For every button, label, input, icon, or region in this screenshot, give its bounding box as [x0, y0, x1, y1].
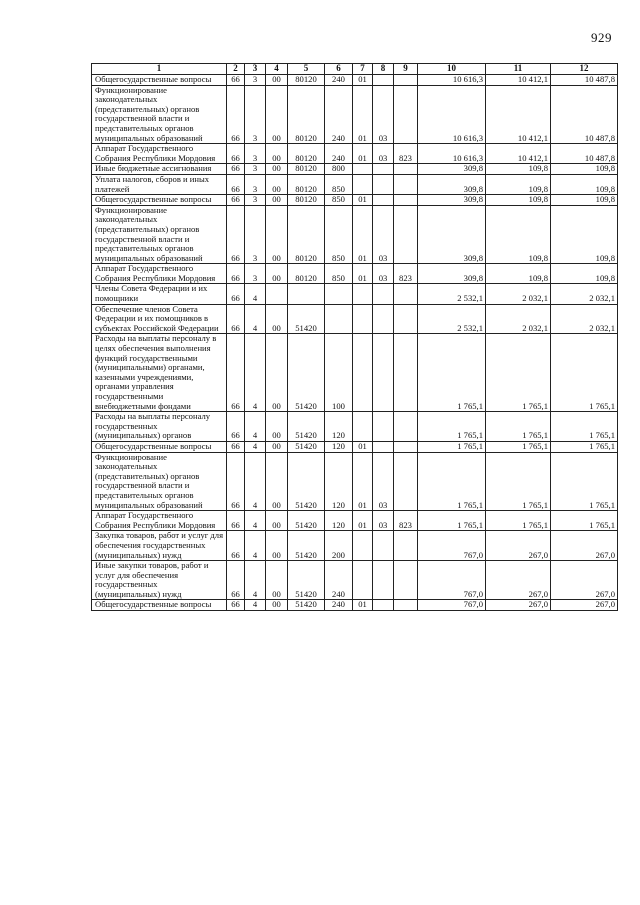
amount-cell: 10 487,8 [551, 85, 618, 144]
code-cell: 80120 [288, 205, 325, 264]
code-cell [266, 284, 288, 304]
code-cell [394, 205, 418, 264]
amount-cell: 1 765,1 [418, 334, 486, 412]
code-cell: 03 [373, 264, 394, 284]
amount-cell: 2 532,1 [418, 284, 486, 304]
code-cell: 00 [266, 600, 288, 611]
table-row [92, 600, 618, 611]
code-cell [373, 561, 394, 600]
code-cell: 240 [325, 561, 353, 600]
amount-cell: 109,8 [486, 264, 551, 284]
code-cell: 00 [266, 511, 288, 531]
code-cell [373, 600, 394, 611]
code-cell [373, 334, 394, 412]
code-cell: 3 [245, 174, 266, 194]
code-cell: 4 [245, 304, 266, 334]
amount-cell: 1 765,1 [486, 452, 551, 511]
code-cell: 3 [245, 85, 266, 144]
code-cell: 4 [245, 511, 266, 531]
code-cell [353, 334, 373, 412]
table-row [92, 75, 618, 86]
row-name-cell: Общегосударственные вопросы [92, 195, 227, 206]
code-cell: 66 [227, 334, 245, 412]
code-cell: 00 [266, 441, 288, 452]
amount-cell: 1 765,1 [418, 511, 486, 531]
code-cell: 00 [266, 174, 288, 194]
amount-cell: 2 032,1 [486, 284, 551, 304]
code-cell [353, 164, 373, 175]
amount-cell: 2 032,1 [551, 304, 618, 334]
code-cell [353, 412, 373, 442]
row-name-cell: Иные закупки товаров, работ и услуг для обеспечения государственных (муниципальных) нужд [92, 561, 227, 600]
amount-cell: 1 765,1 [551, 334, 618, 412]
code-cell: 823 [394, 511, 418, 531]
header-cell: 3 [245, 64, 266, 75]
code-cell: 03 [373, 144, 394, 164]
code-cell [394, 561, 418, 600]
amount-cell: 1 765,1 [486, 511, 551, 531]
table-row [92, 205, 618, 264]
row-name-cell: Уплата налогов, сборов и иных платежей [92, 174, 227, 194]
table-row [92, 144, 618, 164]
header-cell: 5 [288, 64, 325, 75]
code-cell: 00 [266, 144, 288, 164]
amount-cell: 10 616,3 [418, 144, 486, 164]
code-cell: 850 [325, 174, 353, 194]
code-cell [394, 85, 418, 144]
code-cell [288, 284, 325, 304]
amount-cell: 1 765,1 [418, 452, 486, 511]
header-cell: 4 [266, 64, 288, 75]
code-cell [373, 531, 394, 561]
code-cell: 4 [245, 441, 266, 452]
header-cell: 11 [486, 64, 551, 75]
code-cell: 00 [266, 412, 288, 442]
amount-cell: 10 487,8 [551, 75, 618, 86]
page-number: 929 [591, 30, 612, 45]
row-name-cell: Функционирование законодательных (представительных) органов государственной власти и представительных органов муниципальных образований [92, 205, 227, 264]
code-cell: 00 [266, 205, 288, 264]
code-cell [394, 334, 418, 412]
code-cell: 01 [353, 75, 373, 86]
amount-cell: 10 487,8 [551, 144, 618, 164]
code-cell: 51420 [288, 531, 325, 561]
amount-cell: 309,8 [418, 205, 486, 264]
code-cell: 01 [353, 144, 373, 164]
code-cell: 850 [325, 205, 353, 264]
amount-cell: 2 032,1 [486, 304, 551, 334]
code-cell: 66 [227, 174, 245, 194]
amount-cell: 10 616,3 [418, 85, 486, 144]
code-cell [394, 441, 418, 452]
amount-cell: 1 765,1 [486, 334, 551, 412]
code-cell: 3 [245, 144, 266, 164]
code-cell: 00 [266, 531, 288, 561]
code-cell [373, 412, 394, 442]
code-cell: 823 [394, 144, 418, 164]
amount-cell: 10 412,1 [486, 85, 551, 144]
code-cell: 51420 [288, 304, 325, 334]
row-name-cell: Аппарат Государственного Собрания Республики Мордовия [92, 264, 227, 284]
row-name-cell: Аппарат Государственного Собрания Республики Мордовия [92, 511, 227, 531]
table-row [92, 284, 618, 304]
amount-cell: 10 412,1 [486, 75, 551, 86]
amount-cell: 1 765,1 [551, 511, 618, 531]
code-cell [394, 174, 418, 194]
code-cell: 240 [325, 144, 353, 164]
amount-cell: 109,8 [551, 195, 618, 206]
code-cell: 3 [245, 164, 266, 175]
amount-cell: 767,0 [418, 600, 486, 611]
table-row [92, 174, 618, 194]
code-cell: 66 [227, 264, 245, 284]
code-cell: 80120 [288, 264, 325, 284]
amount-cell: 1 765,1 [551, 441, 618, 452]
code-cell [394, 412, 418, 442]
amount-cell: 767,0 [418, 561, 486, 600]
amount-cell: 109,8 [486, 174, 551, 194]
code-cell: 00 [266, 75, 288, 86]
code-cell: 66 [227, 452, 245, 511]
code-cell: 3 [245, 195, 266, 206]
code-cell: 80120 [288, 75, 325, 86]
code-cell: 80120 [288, 144, 325, 164]
amount-cell: 1 765,1 [551, 452, 618, 511]
code-cell: 01 [353, 441, 373, 452]
table-row [92, 334, 618, 412]
code-cell: 01 [353, 205, 373, 264]
amount-cell: 109,8 [486, 195, 551, 206]
amount-cell: 767,0 [418, 531, 486, 561]
code-cell: 80120 [288, 195, 325, 206]
code-cell: 120 [325, 452, 353, 511]
table-body [92, 64, 618, 611]
code-cell: 240 [325, 75, 353, 86]
code-cell: 01 [353, 452, 373, 511]
code-cell: 66 [227, 561, 245, 600]
header-row [92, 64, 618, 75]
table-row [92, 561, 618, 600]
code-cell: 66 [227, 531, 245, 561]
code-cell: 51420 [288, 334, 325, 412]
code-cell: 01 [353, 600, 373, 611]
row-name-cell: Иные бюджетные ассигнования [92, 164, 227, 175]
amount-cell: 109,8 [551, 205, 618, 264]
row-name-cell: Члены Совета Федерации и их помощники [92, 284, 227, 304]
code-cell [353, 531, 373, 561]
code-cell: 3 [245, 264, 266, 284]
code-cell: 03 [373, 452, 394, 511]
amount-cell: 309,8 [418, 164, 486, 175]
amount-cell: 1 765,1 [418, 412, 486, 442]
row-name-cell: Общегосударственные вопросы [92, 441, 227, 452]
code-cell [373, 284, 394, 304]
code-cell: 00 [266, 85, 288, 144]
code-cell [373, 164, 394, 175]
code-cell: 51420 [288, 600, 325, 611]
header-cell: 9 [394, 64, 418, 75]
amount-cell: 267,0 [551, 531, 618, 561]
table-row [92, 304, 618, 334]
code-cell: 01 [353, 195, 373, 206]
code-cell: 66 [227, 304, 245, 334]
code-cell [373, 75, 394, 86]
code-cell: 00 [266, 304, 288, 334]
code-cell: 823 [394, 264, 418, 284]
table-row [92, 531, 618, 561]
code-cell: 3 [245, 205, 266, 264]
code-cell: 4 [245, 452, 266, 511]
code-cell: 100 [325, 334, 353, 412]
amount-cell: 267,0 [551, 600, 618, 611]
code-cell [325, 284, 353, 304]
header-cell: 6 [325, 64, 353, 75]
header-cell: 8 [373, 64, 394, 75]
table-row [92, 412, 618, 442]
row-name-cell: Аппарат Государственного Собрания Республики Мордовия [92, 144, 227, 164]
header-cell: 1 [92, 64, 227, 75]
amount-cell: 267,0 [486, 600, 551, 611]
code-cell: 120 [325, 412, 353, 442]
header-cell: 2 [227, 64, 245, 75]
amount-cell: 109,8 [486, 205, 551, 264]
code-cell [394, 304, 418, 334]
amount-cell: 309,8 [418, 264, 486, 284]
code-cell: 03 [373, 511, 394, 531]
amount-cell: 10 616,3 [418, 75, 486, 86]
code-cell [325, 304, 353, 334]
table-row [92, 441, 618, 452]
amount-cell: 1 765,1 [486, 441, 551, 452]
code-cell: 120 [325, 441, 353, 452]
code-cell: 03 [373, 85, 394, 144]
code-cell: 80120 [288, 174, 325, 194]
code-cell: 66 [227, 205, 245, 264]
amount-cell: 267,0 [551, 561, 618, 600]
row-name-cell: Функционирование законодательных (представительных) органов государственной власти и представительных органов муниципальных образований [92, 452, 227, 511]
code-cell: 240 [325, 85, 353, 144]
code-cell: 66 [227, 164, 245, 175]
table-row [92, 511, 618, 531]
code-cell: 4 [245, 561, 266, 600]
code-cell: 03 [373, 205, 394, 264]
code-cell: 66 [227, 441, 245, 452]
table-row [92, 85, 618, 144]
code-cell: 120 [325, 511, 353, 531]
code-cell: 00 [266, 452, 288, 511]
code-cell: 4 [245, 412, 266, 442]
code-cell [394, 75, 418, 86]
header-cell: 7 [353, 64, 373, 75]
budget-table [91, 63, 618, 611]
row-name-cell: Расходы на выплаты персоналу государственных (муниципальных) органов [92, 412, 227, 442]
code-cell: 00 [266, 264, 288, 284]
code-cell [394, 452, 418, 511]
code-cell: 00 [266, 561, 288, 600]
code-cell: 66 [227, 195, 245, 206]
code-cell [373, 304, 394, 334]
code-cell [394, 531, 418, 561]
code-cell: 850 [325, 195, 353, 206]
code-cell: 51420 [288, 441, 325, 452]
amount-cell: 267,0 [486, 561, 551, 600]
code-cell: 51420 [288, 452, 325, 511]
amount-cell: 267,0 [486, 531, 551, 561]
code-cell: 66 [227, 75, 245, 86]
code-cell: 01 [353, 85, 373, 144]
code-cell [353, 174, 373, 194]
code-cell: 66 [227, 412, 245, 442]
amount-cell: 10 412,1 [486, 144, 551, 164]
code-cell: 51420 [288, 412, 325, 442]
table-row [92, 195, 618, 206]
header-cell: 10 [418, 64, 486, 75]
table-row [92, 164, 618, 175]
row-name-cell: Функционирование законодательных (представительных) органов государственной власти и представительных органов муниципальных образований [92, 85, 227, 144]
code-cell: 66 [227, 85, 245, 144]
row-name-cell: Расходы на выплаты персоналу в целях обеспечения выполнения функций государственными (муниципальными) органами, казенными учреждениями, органами управления государственными внебюджетными фондами [92, 334, 227, 412]
code-cell: 66 [227, 284, 245, 304]
code-cell [394, 195, 418, 206]
code-cell: 200 [325, 531, 353, 561]
row-name-cell: Обеспечение членов Совета Федерации и их помощников в субъектах Российской Федерации [92, 304, 227, 334]
amount-cell: 309,8 [418, 195, 486, 206]
code-cell: 00 [266, 164, 288, 175]
code-cell: 850 [325, 264, 353, 284]
code-cell [394, 600, 418, 611]
amount-cell: 109,8 [551, 164, 618, 175]
code-cell [353, 561, 373, 600]
amount-cell: 1 765,1 [551, 412, 618, 442]
amount-cell: 1 765,1 [486, 412, 551, 442]
row-name-cell: Общегосударственные вопросы [92, 600, 227, 611]
code-cell: 80120 [288, 164, 325, 175]
row-name-cell: Закупка товаров, работ и услуг для обеспечения государственных (муниципальных) нужд [92, 531, 227, 561]
code-cell: 01 [353, 264, 373, 284]
header-cell: 12 [551, 64, 618, 75]
code-cell: 00 [266, 334, 288, 412]
code-cell: 3 [245, 75, 266, 86]
code-cell: 80120 [288, 85, 325, 144]
amount-cell: 2 532,1 [418, 304, 486, 334]
code-cell [373, 441, 394, 452]
code-cell: 01 [353, 511, 373, 531]
code-cell [353, 284, 373, 304]
code-cell: 51420 [288, 511, 325, 531]
code-cell: 4 [245, 334, 266, 412]
code-cell: 66 [227, 144, 245, 164]
code-cell: 4 [245, 531, 266, 561]
row-name-cell: Общегосударственные вопросы [92, 75, 227, 86]
table-row [92, 452, 618, 511]
code-cell [394, 164, 418, 175]
code-cell [373, 174, 394, 194]
amount-cell: 109,8 [551, 264, 618, 284]
code-cell: 4 [245, 600, 266, 611]
code-cell: 800 [325, 164, 353, 175]
code-cell: 66 [227, 511, 245, 531]
amount-cell: 109,8 [551, 174, 618, 194]
code-cell: 51420 [288, 561, 325, 600]
amount-cell: 109,8 [486, 164, 551, 175]
code-cell [394, 284, 418, 304]
table-row [92, 264, 618, 284]
amount-cell: 1 765,1 [418, 441, 486, 452]
code-cell: 66 [227, 600, 245, 611]
code-cell: 240 [325, 600, 353, 611]
amount-cell: 309,8 [418, 174, 486, 194]
amount-cell: 2 032,1 [551, 284, 618, 304]
code-cell [353, 304, 373, 334]
code-cell: 4 [245, 284, 266, 304]
code-cell [373, 195, 394, 206]
code-cell: 00 [266, 195, 288, 206]
